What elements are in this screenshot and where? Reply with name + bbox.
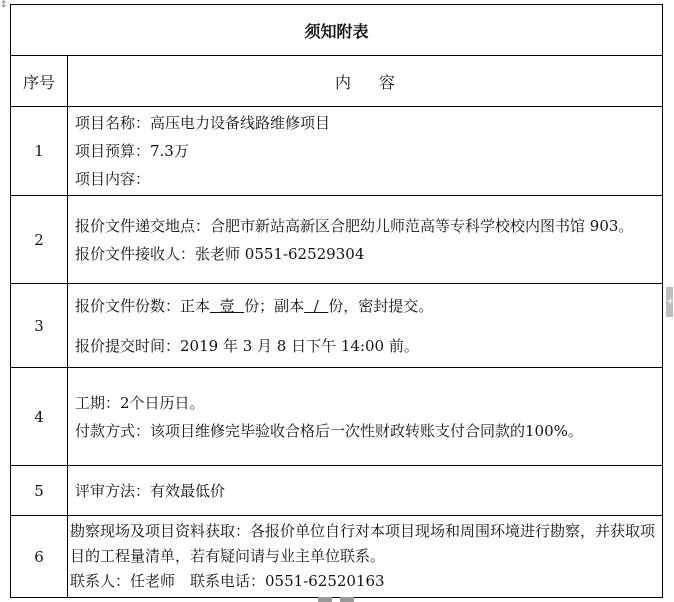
table-row <box>11 516 663 598</box>
bottom-scroll-marks <box>318 597 354 602</box>
project-name: 项目名称：高压电力设备线路维修项目 <box>75 114 331 132</box>
header-content-label: 内容 <box>335 72 424 92</box>
corner-mark-icon: ↕ <box>0 0 8 10</box>
spacer <box>75 320 658 332</box>
row-number: 5 <box>11 466 68 516</box>
table-row <box>11 196 663 284</box>
row-content <box>68 368 663 466</box>
table-row <box>11 466 663 516</box>
row-number: 3 <box>11 284 68 368</box>
project-content: 项目内容： <box>75 170 151 188</box>
row-content <box>68 466 663 516</box>
submission-location: 报价文件递交地点：合肥市新站高新区合肥幼儿师范高等专科学校校内图书馆 903。 <box>75 216 634 235</box>
row-number: 1 <box>11 107 68 196</box>
evaluation-method: 评审方法：有效最低价 <box>75 481 226 500</box>
work-period: 工期：2个日历日。 <box>75 393 205 412</box>
site-survey: 勘察现场及项目资料获取：各报价单位自行对本项目现场和周围环境进行勘察，并获取项目的工程量清单，若有疑问请与业主单位联系。 <box>70 522 656 565</box>
row-number: 4 <box>11 368 68 466</box>
table-title-row <box>11 5 663 56</box>
table-row <box>11 284 663 368</box>
submission-recipient: 报价文件接收人：张老师 0551-62529304 <box>75 244 365 263</box>
table-resize-handle[interactable]: + <box>666 287 673 317</box>
scroll-mark <box>340 597 354 602</box>
row-content <box>68 196 663 284</box>
payment-method: 付款方式：该项目维修完毕验收合格后一次性财政转账支付合同款的100%。 <box>75 421 583 440</box>
copies-line <box>75 292 658 320</box>
notice-appendix-table <box>10 4 663 598</box>
project-budget: 项目预算：7.3万 <box>75 142 189 160</box>
original-count-value: 壹 <box>219 296 235 315</box>
header-no: 序号 <box>11 56 68 107</box>
row-content <box>68 516 663 598</box>
copy-count <box>304 297 328 315</box>
original-count <box>210 297 244 315</box>
row-number: 6 <box>11 516 68 598</box>
row-number: 2 <box>11 196 68 284</box>
contact-info: 联系人：任老师 联系电话：0551-62520163 <box>70 572 385 590</box>
copy-count-value: / <box>313 296 319 315</box>
copies-pre: 报价文件份数：正本 <box>75 296 211 315</box>
table-row <box>11 107 663 196</box>
submission-deadline: 报价提交时间：2019 年 3 月 8 日下午 14:00 前。 <box>75 336 419 355</box>
copies-mid: 份；副本 <box>244 296 305 315</box>
scroll-mark <box>318 597 332 602</box>
copies-post: 份，密封提交。 <box>328 296 434 315</box>
header-content <box>68 56 663 107</box>
table-header-row <box>11 56 663 107</box>
table-title: 须知附表 <box>11 5 663 56</box>
row-content <box>68 107 663 196</box>
row-content <box>68 284 663 368</box>
table-row <box>11 368 663 466</box>
